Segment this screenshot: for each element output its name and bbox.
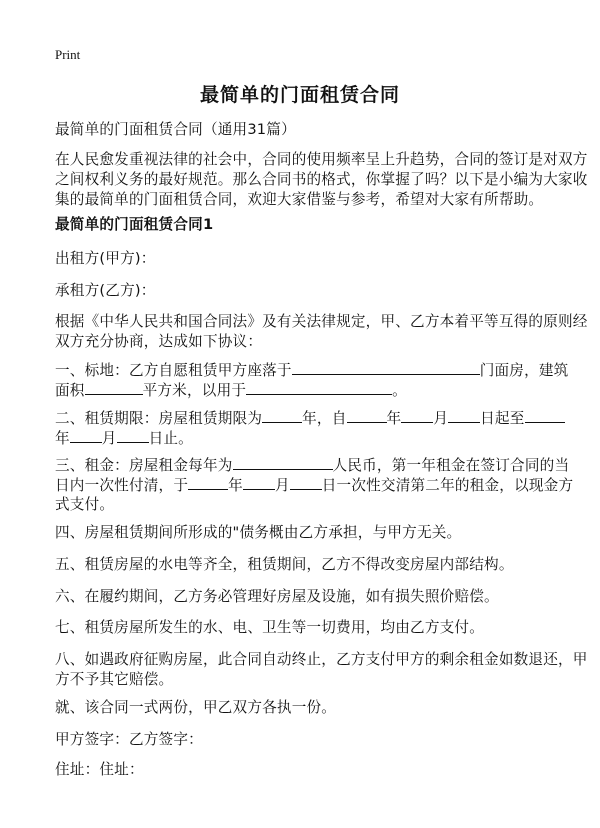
clause-text: 面积 [55,382,85,399]
clause-text: 年 [228,477,243,494]
clause-text: 日起至 [480,410,525,427]
intro-line: 在人民愈发重视法律的社会中，合同的使用频率呈上升趋势，合同的签订是对双方 [55,151,588,168]
clause-text: 年 [386,410,402,427]
preamble-line: 双方充分协商，达成如下协议： [55,333,263,350]
clause-text: 人民币，第一年租金在签订合同的当 [332,457,570,474]
clause-1 [55,360,568,381]
blank-field [246,380,392,395]
blank-field [117,428,149,443]
clause-text: 三、租金：房屋租金每年为 [55,457,233,474]
intro-line: 集的最简单的门面租赁合同，欢迎大家借鉴与参考，希望对大家有所帮助。 [55,191,544,208]
clause-text: 年，自 [302,410,347,427]
clause-text: 日内一次性付清，于 [55,477,189,494]
document-subtitle: 最简单的门面租赁合同（通用31篇） [55,121,296,138]
print-link[interactable]: Print [55,47,81,62]
clause-text: 。 [392,382,407,399]
clause-3-cont: 式支付。 [55,496,115,513]
blank-field [525,408,565,423]
lessor-line: 出租方(甲方)： [55,250,156,267]
clause-text: 月 [433,410,449,427]
clause-8: 八、如遇政府征购房屋，此合同自动终止，乙方支付甲方的剩余租金如数退还，甲 [55,651,588,668]
clause-text: 门面房，建筑 [479,362,569,379]
clause-9: 就、该合同一式两份，甲乙双方各执一份。 [55,699,337,716]
clause-2 [55,408,565,429]
clause-text: 月 [101,430,117,447]
clause-6: 六、在履约期间，乙方务必管理好房屋及设施，如有损失照价赔偿。 [55,588,499,605]
document-title: 最简单的门面租赁合同 [199,84,400,106]
clause-text: 年 [55,430,70,447]
clause-8-cont: 方不予其它赔偿。 [55,671,174,688]
blank-field [401,408,433,423]
clause-2-cont [55,428,193,449]
blank-field [233,455,333,470]
blank-field [85,380,143,395]
clause-text: 二、租赁期限：房屋租赁期限为 [55,410,263,427]
intro-line: 之间权利义务的最好规范。那么合同书的格式，你掌握了吗？以下是小编为大家收 [55,171,588,188]
blank-field [70,428,102,443]
blank-field [347,408,387,423]
preamble-line: 根据《中华人民共和国合同法》及有关法律规定，甲、乙方本着平等互得的原则经 [55,313,588,330]
clause-1-cont [55,380,407,401]
clause-5: 五、租赁房屋的水电等齐全，租赁期间，乙方不得改变房屋内部结构。 [55,556,514,573]
clause-4: 四、房屋租赁期间所形成的"债务概由乙方承担，与甲方无关。 [55,524,462,541]
clause-3-cont [55,475,573,496]
blank-field [292,360,480,375]
blank-field [188,475,228,490]
address-line: 住址：住址： [55,761,144,778]
clause-3 [55,455,569,476]
clause-text: 一、标地：乙方自愿租赁甲方座落于 [55,362,292,379]
section-heading: 最简单的门面租赁合同1 [55,216,214,233]
clause-text: 日一次性交清第二年的租金，以现金方 [321,477,574,494]
signature-line: 甲方签字：乙方签字： [55,731,203,748]
blank-field [290,475,322,490]
clause-text: 日止。 [148,430,193,447]
clause-text: 月 [274,477,290,494]
blank-field [243,475,275,490]
blank-field [448,408,480,423]
lessee-line: 承租方(乙方)： [55,282,156,299]
blank-field [262,408,302,423]
clause-text: 平方米，以用于 [142,382,247,399]
clause-7: 七、租赁房屋所发生的水、电、卫生等一切费用，均由乙方支付。 [55,619,485,636]
